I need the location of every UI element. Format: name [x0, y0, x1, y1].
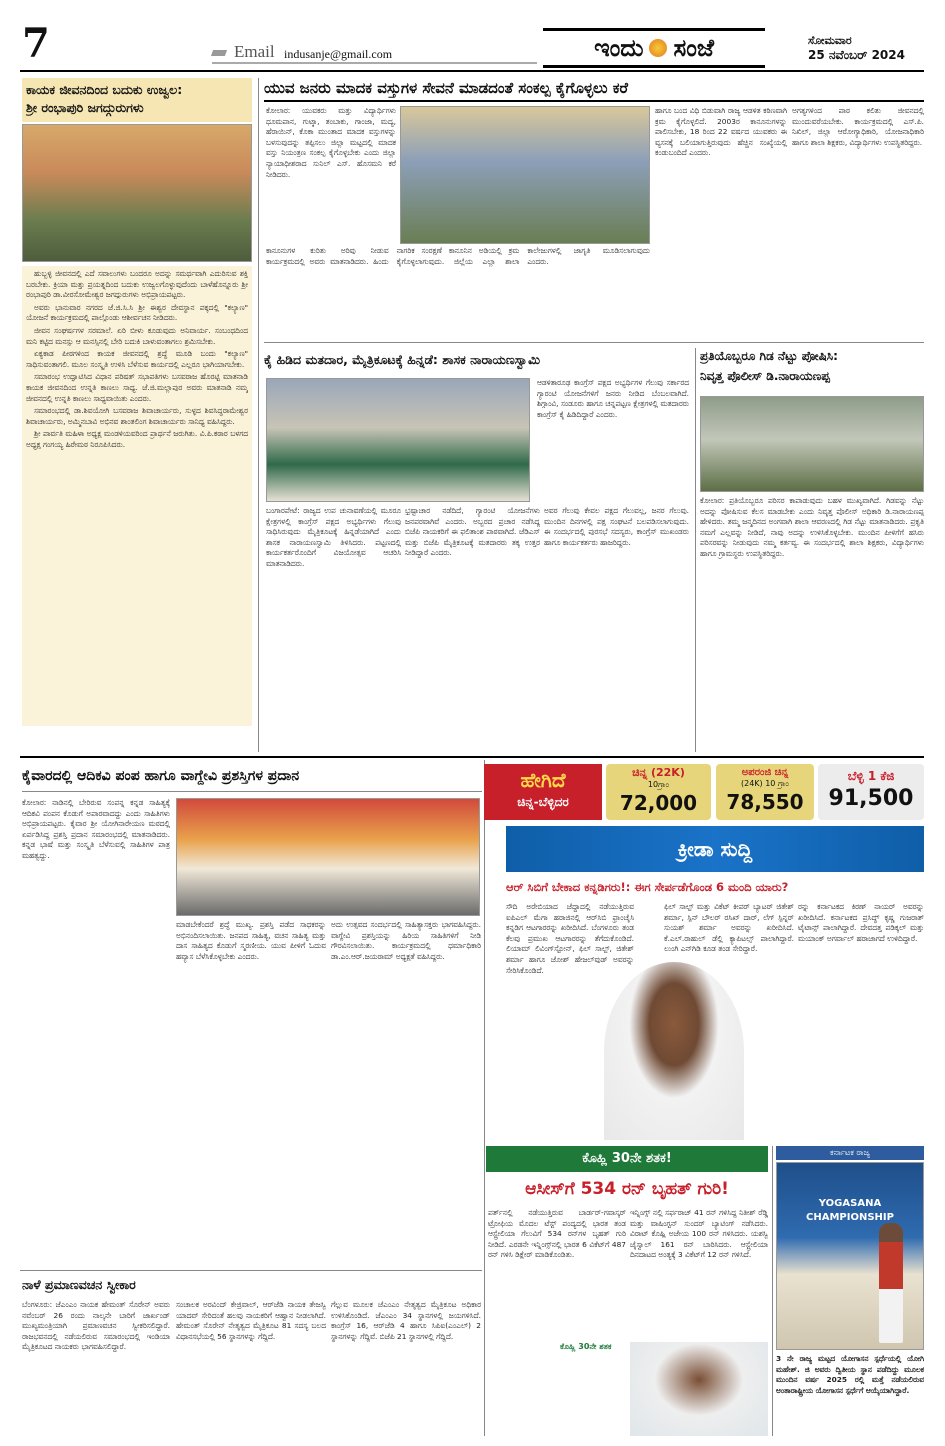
article6-col1: ಬೆಂಗಳೂರು: ಜೆಎಂಎಂ ನಾಯಕ ಹೇಮಂತ್ ಸೊರೇನ್ ಅವರು ನವೆಂಬರ್ 26 ರಂದು ನಾಲ್ಕನೇ ಬಾರಿಗೆ ಜಾರ್ಖಂಡ್ ಮುಖ್ಯಮಂತ್ರಿಯಾಗಿ ಪ್ರಮಾಣವಚನ ಸ್ವೀಕರಿಸಲಿದ್ದಾರೆ. ರಾಜಭವನದಲ್ಲಿ ನಡೆಯಲಿರುವ ಸಮಾರಂಭದಲ್ಲಿ ಇಂಡಿಯಾ ಮೈತ್ರಿಕೂಟದ ನಾಯಕರು ಭಾಗವಹಿಸಲಿದ್ದಾರೆ.	[22, 1300, 170, 1352]
yoga-banner-text: ಕರ್ನಾಟಕ ರಾಜ್ಯ	[830, 1148, 870, 1157]
cricket-photo-caption: ಕೊಹ್ಲಿ 30ನೇ ಶತಕ	[560, 1342, 612, 1351]
article3-col3: ಅವರ ಗೆಲುವು ಕೇವಲ ಪಕ್ಷದ ಗೆಲುವಲ್ಲ, ಜನರ ಗೆಲುವು. ಮುಂದಿನ ದಿನಗಳಲ್ಲಿ ಪಕ್ಷ ಸಂಘಟನೆ ಬಲಪಡಿಸಲಾಗುವುದು. ಈ ಸಂದರ್ಭದಲ್ಲಿ ಪುರಸಭೆ ಸದಸ್ಯರು, ಕಾಂಗ್ರೆಸ್ ಮುಖಂಡರು ಹಾಗೂ ಕಾರ್ಯಕರ್ತರು ಹಾಜರಿದ್ದರು.	[544, 506, 689, 547]
article1-para: ಏಕ್ಯಕಾಡ ಪೀಠಗಳಿಂದ ಕಾಯಕ ಜೀವನದಲ್ಲಿ ಶ್ರದ್ಧೆ ಮೂಡಿ ಬಂದು "ಕಲ್ಯಾಣ" ಸಾಧಿಸುವಂತಾಗಲಿ. ಮೂಲ ಸಂಸ್ಕೃತಿ ಉಳಿಸಿ ಬೆಳೆಸುವ ಕಾರ್ಯದಲ್ಲಿ ಎಲ್ಲರೂ ಭಾಗಿಯಾಗಬೇಕು.	[26, 349, 248, 369]
silver-price: 91,500	[828, 786, 914, 811]
sports-banner	[506, 826, 924, 872]
article4-body: ಕೋಲಾರ: ಪ್ರತಿಯೊಬ್ಬರೂ ಪರಿಸರ ಕಾಪಾಡುವುದು ಬಹಳ ಮುಖ್ಯವಾಗಿದೆ. ಗಿಡವನ್ನು ನೆಟ್ಟು ಅದನ್ನು ಪೋಷಿಸುವ ಕೆಲಸ ಮಾಡಬೇಕು ಎಂದು ನಿವೃತ್ತ ಪೊಲೀಸ್ ಅಧಿಕಾರಿ ಡಿ.ನಾರಾಯಣಪ್ಪ ಹೇಳಿದರು. ತಮ್ಮ ಜನ್ಮದಿನದ ಅಂಗವಾಗಿ ಶಾಲಾ ಆವರಣದಲ್ಲಿ ಗಿಡ ನೆಟ್ಟು ಮಾತನಾಡಿದರು. ಪ್ರಕೃತಿ ನಮಗೆ ಎಲ್ಲವನ್ನು ನೀಡಿದೆ, ನಾವು ಅದನ್ನು ಉಳಿಸಿಕೊಳ್ಳಬೇಕು. ಮುಂದಿನ ಪೀಳಿಗೆಗೆ ಹಸಿರು ಪರಿಸರವನ್ನು ನೀಡುವುದು ನಮ್ಮ ಕರ್ತವ್ಯ. ಈ ಸಂದರ್ಭದಲ್ಲಿ ಶಾಲಾ ಶಿಕ್ಷಕರು, ವಿದ್ಯಾರ್ಥಿಗಳು ಹಾಗೂ ಗ್ರಾಮಸ್ಥರು ಉಪಸ್ಥಿತರಿದ್ದರು.	[700, 496, 924, 558]
email-pencil-icon	[211, 50, 227, 56]
logo-text-right: ಸಂಜೆ	[673, 34, 714, 62]
article1-para: ಹುಬ್ಬಳ್ಳಿ ಜೀವನದಲ್ಲಿ ಎದೆ ಸವಾಲುಗಳು ಬಂದರೂ ಅದನ್ನು ಸಮರ್ಥವಾಗಿ ಎದುರಿಸುವ ಶಕ್ತಿ ಬರಬೇಕು. ಕ್ರಿಯಾ ಮತ್ತು ಪ್ರಯತ್ನದಿಂದ ಬದುಕು ಉಜ್ವಲಗೊಳ್ಳುವುದೆಂದು ಬಾಳೆಹೊನ್ನೂರು ಶ್ರೀ ರಂಭಾಪುರಿ ಡಾ.ವೀರಸೋಮೇಶ್ವರ ಜಗದ್ಗುರುಗಳು ಅಭಿಪ್ರಾಯಪಟ್ಟರು.	[26, 269, 248, 300]
article5-col2: ಮಾಡಬೇಕೆಂದರೆ ಶ್ರದ್ಧೆ ಮುಖ್ಯ. ಪ್ರಶಸ್ತಿ ಪಡೆದ ಸಾಧಕರನ್ನು ಅಭಿನಂದಿಸಲಾಯಿತು. ಜನಪದ ಸಾಹಿತ್ಯ, ವಚನ ಸಾಹಿತ್ಯ ಮತ್ತು ದಾಸ ಸಾಹಿತ್ಯದ ಕೊಡುಗೆ ಸ್ಮರಣೀಯ. ಯುವ ಪೀಳಿಗೆ ಓದುವ ಹವ್ಯಾಸ ಬೆಳೆಸಿಕೊಳ್ಳಬೇಕು ಎಂದರು.	[176, 920, 326, 961]
article1-body	[22, 266, 252, 726]
article2-photo	[400, 106, 650, 244]
article4-headline-line2: ನಿವೃತ್ತ ಪೊಲೀಸ್ ಡಿ.ನಾರಾಯಣಪ್ಪ	[700, 369, 830, 383]
article3-headline	[264, 348, 694, 374]
masthead-rule	[20, 70, 924, 72]
article1-headline-box	[22, 78, 252, 122]
sports-banner-text: ಕ್ರೀಡಾ ಸುದ್ದಿ	[677, 837, 753, 861]
article1-para: ಸಮಾರಂಭ ಉದ್ಘಾಟಿಸಿದ ವಿಧಾನ ಪರಿಷತ್ ಸಭಾಪತಿಗಳು ಬಸವರಾಜ ಹೊರಟ್ಟಿ ಮಾತನಾಡಿ ಕಾಯಕ ಜೀವನದಿಂದ ಉನ್ನತಿ ಕಾಣಲು ಸಾಧ್ಯ. ಜೆ.ಜಿ.ಮಲ್ಲಾಪುರ ಅವರು ಮಾತನಾಡಿ ನಮ್ಮ ಜೀವನದಲ್ಲಿ ಉನ್ನತಿ ಕಾಣಲು ಸಾಧ್ಯವಾಯಿತು ಎಂದರು.	[26, 372, 248, 403]
email-address[interactable]: indusanje@gmail.com	[284, 47, 393, 61]
gold24-label: ಅಪರಂಜಿ ಚಿನ್ನ	[741, 767, 789, 778]
masthead-date: 25 ನವೆಂಬರ್ 2024	[808, 48, 905, 62]
gold22-unit: 10ಗ್ರಾಂ	[647, 780, 670, 789]
cricket-col2: ಇನ್ನಿಂಗ್ಸ್ ನಲ್ಲಿ ಸರ್ಫರಾಜ್ 41 ರನ್ ಗಳಿಸಿದ್ದ ನಿತೀಶ್ ರೆಡ್ಡಿ ಮತ್ತು ವಾಷಿಂಗ್ಟನ್ ಸುಂದರ್ ಬ್ಯಾಟಿಂಗ್ ನಡೆಸಿದರು. ವಿರಾಟ್ ಕೊಹ್ಲಿ ಅಜೇಯ 100 ರನ್ ಗಳಿಸಿದರು. ಯಶಸ್ವಿ ಜೈಸ್ವಾಲ್ 161 ರನ್ ಬಾರಿಸಿದರು. ಆಸ್ಟ್ರೇಲಿಯಾ ದಿನದಾಟದ ಅಂತ್ಯಕ್ಕೆ 3 ವಿಕೆಟ್‌ಗೆ 12 ರನ್ ಗಳಿಸಿದೆ.	[630, 1208, 768, 1260]
sports-col3: ರನ್ನು ಕರ್ನಾಟಕದ ಕಿರಣ್ ನಾಯರ್ ಅವರನ್ನು ಖರೀದಿಸಿದೆ. ಕರ್ನಾಟಕದ ಪ್ರಸಿದ್ಧ್ ಕೃಷ್ಣ ಗುಜರಾತ್ ಟೈಟಾನ್ಸ್ ಪಾಲಾಗಿದ್ದಾರೆ. ದೇವದತ್ತ ಪಡಿಕ್ಕಲ್ ಮತ್ತು ಮಯಾಂಕ್ ಅಗರ್ವಾಲ್ ಹರಾಜಾಗದೆ ಉಳಿದಿದ್ದಾರೆ.	[798, 902, 924, 943]
article1-para: ಸಮಾರಂಭದಲ್ಲಿ ಡಾ.ಶಿವಯೋಗಿ ಬಸವರಾಜ ಶಿವಾಚಾರ್ಯರು, ಸುಳ್ಳದ ಶಿವಸಿದ್ಧರಾಮೇಶ್ವರ ಶಿವಾಚಾರ್ಯರು, ಅಮ್ಮಿನಬಾವಿ ಅಭಿನವ ಶಾಂತಲಿಂಗ ಶಿವಾಚಾರ್ಯರು ಸಾನಿಧ್ಯ ವಹಿಸಿದ್ದರು.	[26, 406, 248, 426]
cricket-photo	[630, 1342, 768, 1436]
logo-sun-icon	[649, 39, 667, 57]
yoga-photo	[776, 1162, 924, 1350]
sports-headline	[506, 876, 924, 898]
gold22-box	[606, 764, 711, 820]
article5-headline	[22, 762, 482, 792]
gold-rate-brand	[484, 764, 602, 820]
article1-para: ಜೀವನ ಸಂಘರ್ಷಗಳ ಸರಮಾಲೆ. ಏರಿ ಬೀಳು ಕೂಡುವುದು ಅನಿವಾರ್ಯ. ಸಂಬಂಧದಿಂದ ಮನಿ ಕಟ್ಟಿದ ಮನಸ್ಸು ಆ ಮನಸ್ಸಿನಲ್ಲಿ ಬೇರಿ ಬದುಕಿ ಬಾಳುವಂತಾಗಲು ಶ್ರಮಿಸಬೇಕು.	[26, 325, 248, 346]
article2-col4: ಅಗತ್ಯಗಳಿಂದ ಪಾಠ ಕಲಿತು ಜೀವನದಲ್ಲಿ ಮುಂದುವರೆಯಬೇಕು. ಕಾರ್ಯಕ್ರಮದಲ್ಲಿ ಎಸ್.ಪಿ. ನಿಖಿಲ್, ಜಿಲ್ಲಾ ಆರೋಗ್ಯಾಧಿಕಾರಿ, ಯೋಜನಾಧಿಕಾರಿ ಹಾಗೂ ಶಾಲಾ ಶಿಕ್ಷಕರು, ವಿದ್ಯಾರ್ಥಿಗಳು ಉಪಸ್ಥಿತರಿದ್ದರು.	[792, 106, 924, 147]
gold22-label: ಚಿನ್ನ (22K)	[632, 766, 685, 779]
article6-headline	[22, 1274, 482, 1298]
article4-headline	[700, 346, 924, 392]
article2-headline	[264, 76, 924, 102]
masthead	[0, 0, 945, 72]
article1-para: ಶ್ರೀ ಪಾರ್ವತಿ ಮಹಿಳಾ ಅಧ್ಯಕ್ಷ ಮಂಡಳಿಯವರಿಂದ ಪ್ರಾರ್ಥನೆ ಜರುಗಿತು. ವಿ.ಪಿ.ಕಠಾರ ಬಳಗದ ಅಧ್ಯಕ್ಷ ಗಂಗಯ್ಯ ಹಿರೇಮಠ ನಿರೂಪಿಸಿದರು.	[26, 429, 248, 449]
article5-photo	[176, 798, 480, 916]
article1-para: ಅವರು ಭಾನುವಾರ ನಗರದ ಜೆ.ಜಿ.ಸಿ.ಸಿ ಶ್ರೀ ಈಶ್ವರ ದೇವಸ್ಥಾನ ಪಕ್ಕದಲ್ಲಿ "ಕಲ್ಯಾಣ" ಯೋಜನೆ ಕಾರ್ಯಕ್ರಮದಲ್ಲಿ ಪಾಲ್ಗೊಂಡು ಆಶೀರ್ವಚನ ನೀಡಿದರು.	[26, 302, 248, 323]
article2-col2: ಕಾನೂನುಗಳ ಕುರಿತು ಅರಿವು ನೀಡುವ ಕಾರ್ಯಕ್ರಮದಲ್ಲಿ ಅವರು ಮಾತನಾಡಿದರು. ಹಿಂದು ನಾಗರಿಕ ಸಂರಕ್ಷಣೆ ಕಾನೂನಿನ ಅಡಿಯಲ್ಲಿ ಕ್ರಮ ಕೈಗೊಳ್ಳಲಾಗುವುದು. ಜಿಲ್ಲೆಯ ಎಲ್ಲಾ ಶಾಲಾ ಕಾಲೇಜುಗಳಲ್ಲಿ ಜಾಗೃತಿ ಮೂಡಿಸಲಾಗುವುದು ಎಂದರು.	[266, 246, 650, 266]
article1-headline-line1: ಕಾಯಕ ಜೀವನದಿಂದ ಬದುಕು ಉಜ್ವಲ:	[26, 82, 183, 97]
gold24-price: 78,550	[726, 790, 804, 814]
column-divider	[772, 1146, 773, 1436]
article6-headline-text: ನಾಳೆ ಪ್ರಮಾಣವಚನ ಸ್ವೀಕಾರ	[22, 1277, 136, 1292]
section-rule	[20, 756, 924, 758]
gold-rate-brand-line2: ಚಿನ್ನ-ಬೆಳ್ಳಿದರ	[517, 795, 569, 809]
cricket-headline	[486, 1174, 768, 1204]
column-divider	[484, 760, 485, 1436]
article3-headline-text: ಕೈ ಹಿಡಿದ ಮತದಾರ, ಮೈತ್ರಿಕೂಟಕ್ಕೆ ಹಿನ್ನಡೆ: ಶಾಸಕ ನಾರಾಯಣಸ್ವಾಮಿ	[264, 352, 541, 367]
article3-col2: ಭ್ರಷ್ಟಾಚಾರ ನಡೆದಿದೆ, ಗ್ಯಾರಂಟಿ ಯೋಜನೆಗಳು ಜನಪರವಾಗಿವೆ ಎಂದರು. ಅಬ್ಬರದ ಪ್ರಚಾರ ನಡೆಸಿದ್ದ ಬಿಜೆಪಿ ನಾಯಕರಿಗೆ ಈ ಫಲಿತಾಂಶ ಪಾಠವಾಗಿದೆ. ಜೆಡಿಎಸ್ ಮತ್ತು ಬಿಜೆಪಿ ಮೈತ್ರಿಕೂಟಕ್ಕೆ ಮತದಾರರು ತಕ್ಕ ಉತ್ತರ ನೀಡಿದ್ದಾರೆ ಎಂದರು.	[405, 506, 540, 558]
article6-col2: ಸಂಚಾಲಕ ಅರವಿಂದ್ ಕೇಜ್ರಿವಾಲ್, ಆರ್‌ಜೆಡಿ ನಾಯಕ ತೇಜಸ್ವಿ ಯಾದವ್ ಸೇರಿದಂತೆ ಹಲವು ನಾಯಕರಿಗೆ ಆಹ್ವಾನ ನೀಡಲಾಗಿದೆ. ಹೇಮಂತ್ ಸೊರೇನ್ ನೇತೃತ್ವದ ಮೈತ್ರಿಕೂಟ 81 ಸದಸ್ಯ ಬಲದ ವಿಧಾನಸಭೆಯಲ್ಲಿ 56 ಸ್ಥಾನಗಳನ್ನು ಗೆದ್ದಿದೆ.	[176, 1300, 326, 1341]
logo-text-left: ಇಂದು	[594, 34, 644, 62]
sports-col2: ಫಿಲ್ ಸಾಲ್ಟ್ ಮತ್ತು ವಿಕೆಟ್ ಕೀಪರ್ ಬ್ಯಾಟರ್ ಜಿತೇಶ್ ಶರ್ಮಾ, ಸ್ಪಿನ್ ಬೌಲರ್ ರಸಿಖ್ ದಾರ್, ಲೆಗ್ ಸ್ಪಿನ್ನರ್ ಸುಯಶ್ ಶರ್ಮಾ ಅವರನ್ನು ಖರೀದಿಸಿದೆ. ಕೆ.ಎಲ್.ರಾಹುಲ್ ಡೆಲ್ಲಿ ಕ್ಯಾಪಿಟಲ್ಸ್ ಪಾಲಾಗಿದ್ದಾರೆ. ಲುಂಗಿ ಎನ್‌ಗಿಡಿ ಕೂಡ ತಂಡ ಸೇರಿದ್ದಾರೆ.	[664, 902, 794, 954]
article2-col3: ಹಾಗೂ ಬಂದ ವಿಧಿ ಬಿಡುವಾಗಿ ರಾಜ್ಯ ಆಡಳಿತ ಕಠಿಣವಾಗಿ ಕ್ರಮ ಕೈಗೊಳ್ಳಲಿದೆ. 2003ರ ಕಾನೂನುಗಳನ್ನು ಪಾಲಿಸಬೇಕು, 18 ರಿಂದ 22 ವರ್ಷದ ಯುವಕರು ಈ ವ್ಯಸನಕ್ಕೆ ಬಲಿಯಾಗುತ್ತಿರುವುದು ಹೆಚ್ಚಿನ ಸಂಖ್ಯೆಯಲ್ಲಿ ಕಂಡುಬಂದಿದೆ ಎಂದರು.	[655, 106, 787, 158]
sports-col1: ಸೌದಿ ಅರೇಬಿಯಾದ ಜೆದ್ದಾದಲ್ಲಿ ನಡೆಯುತ್ತಿರುವ ಐಪಿಎಲ್ ಮೆಗಾ ಹರಾಜಿನಲ್ಲಿ ಆರ್‌ಸಿಬಿ ಫ್ರಾಂಚೈಸಿ ಕನ್ನಡಿಗ ಆಟಗಾರರನ್ನು ಖರೀದಿಸಿದೆ. ಬೆಂಗಳೂರು ತಂಡ ಕೆಲವು ಪ್ರಮುಖ ಆಟಗಾರರನ್ನು ತೆಗೆದುಕೊಂಡಿದೆ. ಲಿಯಾಮ್ ಲಿವಿಂಗ್‌ಸ್ಟೋನ್, ಫಿಲ್ ಸಾಲ್ಟ್, ಜಿತೇಶ್ ಶರ್ಮಾ ಹಾಗೂ ಜೋಶ್ ಹೇಜಲ್‌ವುಡ್ ಅವರನ್ನು ಸೇರಿಸಿಕೊಂಡಿದೆ.	[506, 902, 634, 975]
article1-headline-line2: ಶ್ರೀ ರಂಭಾಪುರಿ ಜಗದ್ಗುರುಗಳು	[26, 100, 144, 115]
page-number: 7	[22, 20, 50, 67]
article4-photo	[700, 396, 924, 492]
article4-headline-line1: ಪ್ರತಿಯೊಬ್ಬರೂ ಗಿಡ ನೆಟ್ಟು ಪೋಷಿಸಿ:	[700, 349, 838, 363]
section-rule	[264, 342, 924, 343]
article5-headline-text: ಕೈವಾರದಲ್ಲಿ ಆದಿಕವಿ ಪಂಪ ಹಾಗೂ ವಾಗ್ದೇವಿ ಪ್ರಶಸ್ತಿಗಳ ಪ್ರದಾನ	[22, 768, 300, 784]
email-underline	[212, 62, 537, 64]
article3-col1: ಬಂಗಾರಪೇಟೆ: ರಾಜ್ಯದ ಉಪ ಚುನಾವಣೆಯಲ್ಲಿ ಮೂರೂ ಕ್ಷೇತ್ರಗಳಲ್ಲಿ ಕಾಂಗ್ರೆಸ್ ಪಕ್ಷದ ಅಭ್ಯರ್ಥಿಗಳು ಗೆಲುವು ಸಾಧಿಸಿರುವುದು ಮೈತ್ರಿಕೂಟಕ್ಕೆ ಹಿನ್ನಡೆಯಾಗಿದೆ ಎಂದು ಶಾಸಕ ನಾರಾಯಣಸ್ವಾಮಿ ತಿಳಿಸಿದರು. ಪಟ್ಟಣದಲ್ಲಿ ಕಾರ್ಯಕರ್ತರೊಂದಿಗೆ ವಿಜಯೋತ್ಸವ ಆಚರಿಸಿ ಮಾತನಾಡಿದರು.	[266, 506, 401, 568]
silver-label: ಬೆಳ್ಳಿ 1 ಕೆಜಿ	[847, 769, 895, 783]
gold22-price: 72,000	[619, 791, 698, 815]
gold-rate-brand-line1: ಹೇಗಿದೆ	[520, 768, 566, 792]
cricket-col1: ಪರ್ತ್‌ನಲ್ಲಿ ನಡೆಯುತ್ತಿರುವ ಬಾರ್ಡರ್-ಗವಾಸ್ಕರ್ ಟ್ರೋಫಿಯ ಮೊದಲ ಟೆಸ್ಟ್ ಪಂದ್ಯದಲ್ಲಿ ಭಾರತ ತಂಡ ಆಸ್ಟ್ರೇಲಿಯಾ ಗೆಲುವಿಗೆ 534 ರನ್‌ಗಳ ಬೃಹತ್ ಗುರಿ ನೀಡಿದೆ. ಎರಡನೇ ಇನ್ನಿಂಗ್ಸ್‌ನಲ್ಲಿ ಭಾರತ 6 ವಿಕೆಟ್‌ಗೆ 487 ರನ್ ಗಳಿಸಿ ಡಿಕ್ಲೇರ್ ಮಾಡಿಕೊಂಡಿತು.	[488, 1208, 626, 1260]
yoga-sign-text: YOGASANA CHAMPIONSHIP	[806, 1198, 894, 1223]
section-rule	[20, 1270, 482, 1271]
silver-box	[818, 764, 924, 820]
article5-col3: ಅದು ಉತ್ಸವದ ಸಂದರ್ಭದಲ್ಲಿ ಸಾಹಿತ್ಯಾಸಕ್ತರು ಭಾಗವಹಿಸಿದ್ದರು. ವಾಗ್ದೇವಿ ಪ್ರಶಸ್ತಿಯನ್ನು ಹಿರಿಯ ಸಾಹಿತಿಗಳಿಗೆ ನೀಡಿ ಗೌರವಿಸಲಾಯಿತು. ಕಾರ್ಯಕ್ರಮದಲ್ಲಿ ಧರ್ಮಾಧಿಕಾರಿ ಡಾ.ಎಂ.ಆರ್.ಜಯರಾಮ್ ಅಧ್ಯಕ್ಷತೆ ವಹಿಸಿದ್ದರು.	[331, 920, 481, 961]
yoga-person-figure	[879, 1223, 903, 1343]
article2-headline-text: ಯುವ ಜನರು ಮಾದಕ ವಸ್ತುಗಳ ಸೇವನೆ ಮಾಡದಂತೆ ಸಂಕಲ್ಪ ಕೈಗೊಳ್ಳಲು ಕರೆ	[264, 79, 628, 97]
masthead-day: ಸೋಮವಾರ	[808, 34, 852, 47]
email-label: Email	[234, 42, 275, 61]
masthead-logo	[543, 28, 765, 68]
cricket-headline-text: ಆಸೀಸ್‌ಗೆ 534 ರನ್ ಬೃಹತ್ ಗುರಿ!	[525, 1179, 729, 1199]
article5-col1: ಕೋಲಾರ: ನಾಡಿನಲ್ಲಿ ಬೇರಿರುವ ಸಂಪನ್ನ ಕನ್ನಡ ಸಾಹಿತ್ಯಕ್ಕೆ ಆದಿಕವಿ ಪಂಪನ ಕೊಡುಗೆ ಅಪಾರವಾದದ್ದು ಎಂದು ಸಾಹಿತಿಗಳು ಅಭಿಪ್ರಾಯಪಟ್ಟರು. ಕೈವಾರ ಶ್ರೀ ಯೋಗಿನಾರೇಯಣ ಮಠದಲ್ಲಿ ಏರ್ಪಡಿಸಿದ್ದ ಪ್ರಶಸ್ತಿ ಪ್ರದಾನ ಸಮಾರಂಭದಲ್ಲಿ ಮಾತನಾಡಿದರು. ಕನ್ನಡ ಭಾಷೆ ಮತ್ತು ಸಂಸ್ಕೃತಿ ಬೆಳೆಸುವಲ್ಲಿ ಸಾಹಿತಿಗಳ ಪಾತ್ರ ಮಹತ್ವದ್ದು.	[22, 798, 170, 860]
gold24-box	[716, 764, 814, 820]
cricket-banner	[486, 1146, 768, 1172]
yoga-caption: 3 ನೇ ರಾಜ್ಯ ಮಟ್ಟದ ಯೋಗಾಸನ ಸ್ಪರ್ಧೆಯಲ್ಲಿ ಯೋಗಿ ಮಹೇಶ್. ಜಿ ಅವರು ದ್ವಿತೀಯ ಸ್ಥಾನ ಪಡೆದಿದ್ದು ಮೂಲಕ ಮುಂದಿನ ವರ್ಷ 2025 ರಲ್ಲಿ ಮತ್ತೆ ನಡೆಯಲಿರುವ ಅಂತಾರಾಷ್ಟ್ರೀಯ ಯೋಗಾಸನ ಸ್ಪರ್ಧೆಗೆ ಆಯ್ಕೆಯಾಗಿದ್ದಾರೆ.	[776, 1354, 924, 1395]
gold24-unit: (24K) 10 ಗ್ರಾಂ	[741, 779, 789, 788]
cricket-banner-text: ಕೊಹ್ಲಿ 30ನೇ ಶತಕ!	[582, 1151, 672, 1166]
column-divider	[258, 78, 259, 752]
sports-headline-text: ಆರ್ ಸಿಬಿಗೆ ಬೇಕಾದ ಕನ್ನಡಿಗರು!: ಈಗ ಸೇರ್ಪಡೆಗೊಂಡ 6 ಮಂದಿ ಯಾರು?	[506, 880, 789, 894]
article3-col-right: ಆಡಳಿತಾರೂಢ ಕಾಂಗ್ರೆಸ್ ಪಕ್ಷದ ಅಭ್ಯರ್ಥಿಗಳ ಗೆಲುವು ಸರ್ಕಾರದ ಗ್ಯಾರಂಟಿ ಯೋಜನೆಗಳಿಗೆ ಜನರು ನೀಡಿದ ಬೆಂಬಲವಾಗಿದೆ. ಶಿಗ್ಗಾಂವಿ, ಸಂಡೂರು ಹಾಗೂ ಚನ್ನಪಟ್ಟಣ ಕ್ಷೇತ್ರಗಳಲ್ಲಿ ಮತದಾರರು ಕಾಂಗ್ರೆಸ್ ಕೈ ಹಿಡಿದಿದ್ದಾರೆ ಎಂದರು.	[537, 378, 689, 419]
article3-photo	[266, 378, 530, 502]
column-divider	[695, 348, 696, 752]
article6-col3: ಗೆಲ್ಲುವ ಮೂಲಕ ಜೆಎಂಎಂ ನೇತೃತ್ವದ ಮೈತ್ರಿಕೂಟ ಅಧಿಕಾರ ಉಳಿಸಿಕೊಂಡಿದೆ. ಜೆಎಂಎಂ 34 ಸ್ಥಾನಗಳಲ್ಲಿ ಜಯಗಳಿಸಿದೆ. ಕಾಂಗ್ರೆಸ್ 16, ಆರ್‌ಜೆಡಿ 4 ಹಾಗೂ ಸಿಪಿಐ(ಎಂಎಲ್) 2 ಸ್ಥಾನಗಳನ್ನು ಗೆದ್ದಿವೆ. ಬಿಜೆಪಿ 21 ಸ್ಥಾನಗಳಲ್ಲಿ ಗೆದ್ದಿದೆ.	[331, 1300, 481, 1341]
yoga-banner	[776, 1146, 924, 1160]
article1-photo	[22, 124, 252, 262]
article2-col1: ಕೋಲಾರ: ಯುವಕರು ಮತ್ತು ವಿದ್ಯಾರ್ಥಿಗಳು ಧೂಮಪಾನ, ಗುಟ್ಕಾ, ತಂಬಾಕು, ಗಾಂಜಾ, ಮದ್ಯ, ಹೆರಾಯಿನ್, ಕೊಕಾ ಮುಂತಾದ ಮಾದಕ ವಸ್ತುಗಳನ್ನು ಬಳಸುವುದನ್ನು ತಪ್ಪಿಸಲು ಜಿಲ್ಲಾ ಮಟ್ಟದಲ್ಲಿ ಮಾದಕ ವಸ್ತು ನಿಯಂತ್ರಣ ಸಂಕಲ್ಪ ಕೈಗೊಳ್ಳಬೇಕು ಎಂದು ಜಿಲ್ಲಾ ನ್ಯಾಯಾಧೀಶರಾದ ಸುನಿಲ್ ಎಸ್. ಹೊಸಮನಿ ಕರೆ ನೀಡಿದರು.	[266, 106, 396, 179]
